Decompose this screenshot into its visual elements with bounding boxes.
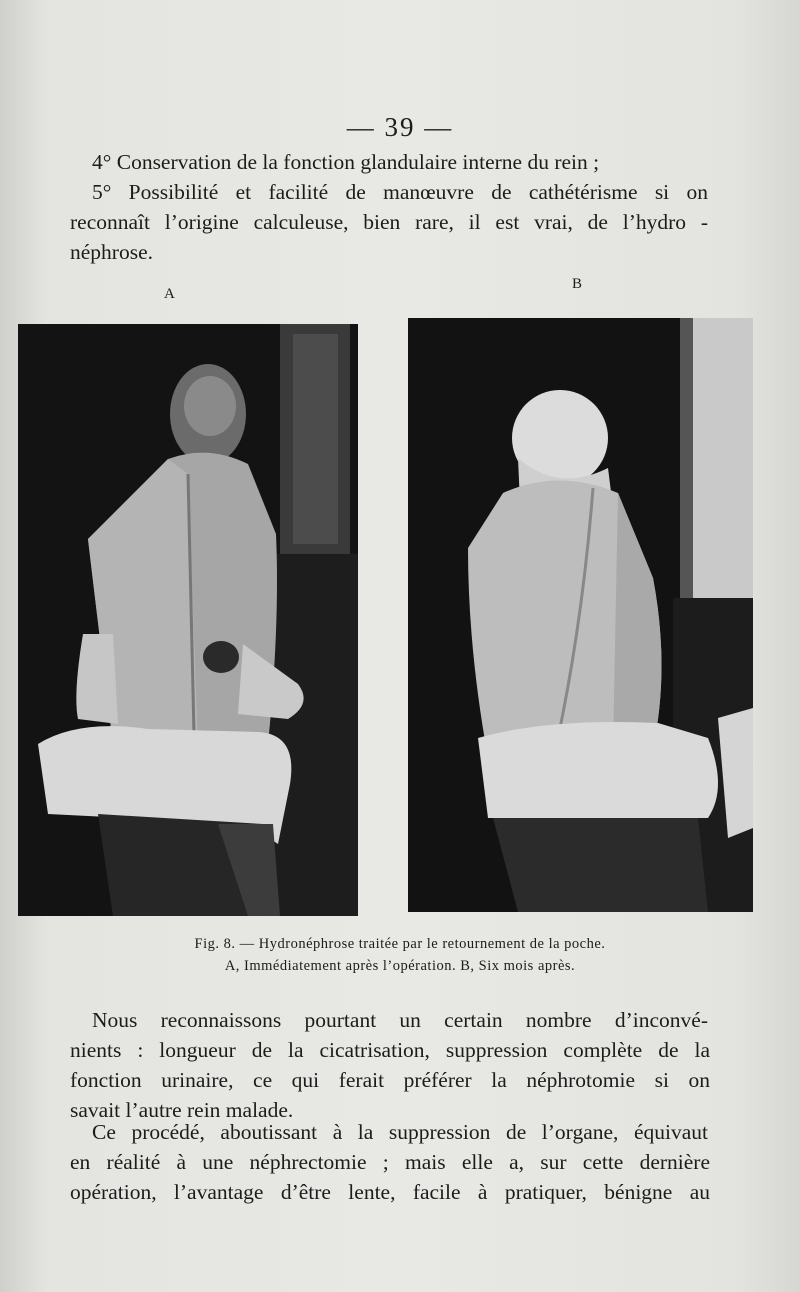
photo-a bbox=[18, 324, 358, 916]
body-line-1: Nous reconnaissons pourtant un certain nombre d’inconvé- bbox=[92, 1008, 708, 1032]
intro-line-1: 4° Conservation de la fonction glandulaire interne du rein ; bbox=[92, 150, 600, 174]
page-number: — 39 — bbox=[346, 112, 454, 142]
body-line-7: opération, l’avantage d’être lente, facile à pratiquer, bénigne au bbox=[70, 1180, 710, 1204]
body-line-4: savait l’autre rein malade. bbox=[70, 1098, 294, 1122]
intro-line-4: néphrose. bbox=[70, 240, 153, 264]
figure-label-b: B bbox=[572, 276, 583, 292]
figure-caption-line-1: Fig. 8. — Hydronéphrose traitée par le retournement de la poche. bbox=[194, 936, 606, 952]
photo-b bbox=[408, 318, 753, 912]
intro-line-2: 5° Possibilité et facilité de manœuvre de cathétérisme si on bbox=[92, 180, 708, 204]
body-line-3: fonction urinaire, ce qui ferait préférer la néphrotomie si on bbox=[70, 1068, 710, 1092]
intro-line-3: reconnaît l’origine calculeuse, bien rare, il est vrai, de l’hydro - bbox=[70, 210, 708, 234]
figure-caption-line-2: A, Immédiatement après l’opération. B, Six mois après. bbox=[224, 958, 576, 974]
body-line-2: nients : longueur de la cicatrisation, suppression complète de la bbox=[70, 1038, 710, 1062]
body-line-5: Ce procédé, aboutissant à la suppression de l’organe, équivaut bbox=[92, 1120, 708, 1144]
figure-label-a: A bbox=[164, 286, 175, 302]
body-line-6: en réalité à une néphrectomie ; mais elle a, sur cette dernière bbox=[70, 1150, 710, 1174]
